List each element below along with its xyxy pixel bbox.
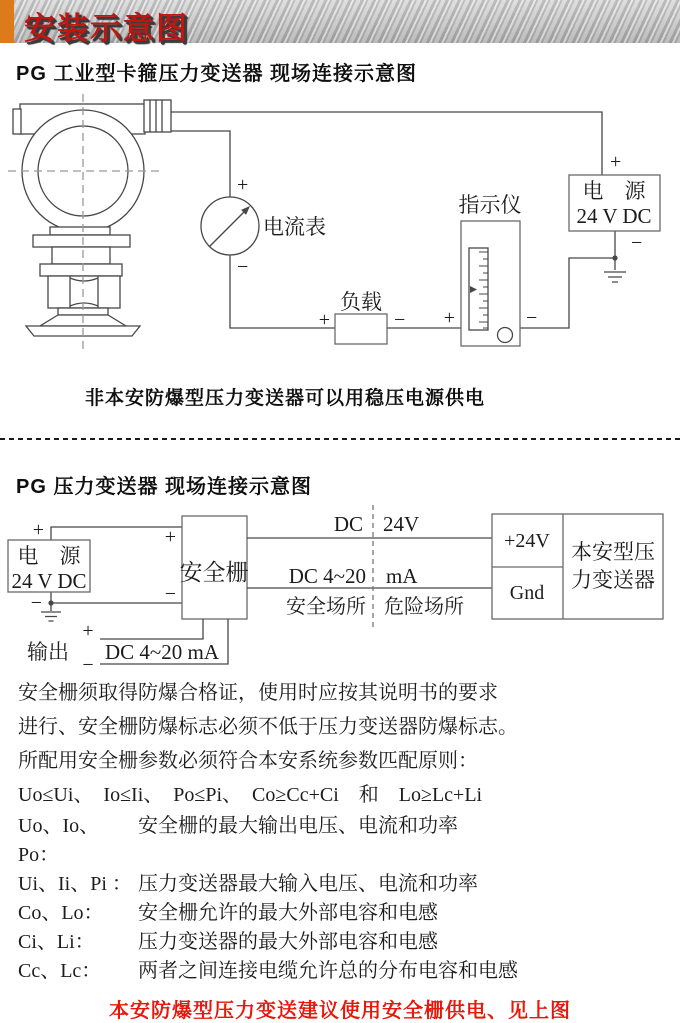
header-banner: [0, 0, 680, 46]
definition-desc: 压力变送器最大输入电压、电流和功率: [138, 873, 478, 895]
definition-row: [18, 957, 662, 986]
definition-desc: 安全栅允许的最大外部电容和电感: [138, 902, 438, 924]
power2-voltage-label: 24 V DC: [11, 569, 87, 593]
dashed-divider: [0, 438, 680, 440]
dc-label-right: 24V: [383, 512, 420, 536]
junction-dot-2: [48, 600, 53, 605]
barrier-minus-sign: −: [164, 583, 176, 605]
indicator-symbol: [461, 221, 520, 346]
load-plus-sign: +: [318, 309, 330, 331]
ma-label-left: DC 4~20: [288, 564, 366, 588]
notes-block: [18, 676, 662, 986]
section2-title: PG 压力变送器 现场连接示意图: [16, 476, 313, 498]
transmitter-endcap: [13, 109, 21, 134]
ammeter-plus-sign: +: [237, 174, 249, 196]
indicator-label: 指示仪: [458, 193, 522, 217]
page-title: 安装示意图: [24, 11, 189, 46]
definition-term: Ui、Ii、Pi ：: [18, 873, 132, 895]
definition-term: Cc、Lc：: [18, 960, 102, 982]
definition-term: Uo、Io、Po：: [18, 815, 100, 866]
ammeter-minus-sign: −: [237, 256, 249, 278]
output-plus-sign: +: [82, 620, 94, 642]
ground-icon-2: [41, 612, 61, 621]
safe-area-label: 安全场所: [286, 596, 366, 618]
pressure-transmitter-drawing: [8, 94, 171, 354]
power-plus-sign: +: [610, 151, 622, 173]
dc-label-left: DC: [333, 512, 363, 536]
transmitter-body-lower: [52, 247, 110, 264]
output-range-label: DC 4~20 mA: [105, 640, 220, 664]
warning-note: 本安防爆型压力变送建议使用安全栅供电、见上图: [109, 1000, 571, 1022]
power2-minus-sign: −: [30, 592, 42, 614]
output-label: 输出: [27, 640, 69, 664]
is-transmitter-label-line1: 本安型压: [571, 540, 655, 564]
note-line: 安全栅须取得防爆合格证，使用时应按其说明书的要求: [18, 682, 498, 704]
section1-caption: 非本安防爆型压力变送器可以用稳压电源供电: [85, 388, 486, 409]
transmitter-collar: [40, 264, 122, 276]
output-minus-sign: −: [82, 654, 94, 674]
power2-plus-sign: +: [32, 519, 44, 541]
definition-row: [18, 899, 662, 928]
wire-power-minus-to-barrier: [51, 592, 182, 611]
ma-label-right: mA: [386, 564, 418, 588]
junction-dot: [612, 255, 617, 260]
diagram-safety-barrier-wiring: [0, 499, 680, 674]
safety-barrier-label: 安全栅: [179, 560, 249, 585]
transmitter-flange: [33, 235, 130, 247]
indicator-minus-sign: −: [526, 307, 538, 329]
definition-term: Ci、Li：: [18, 931, 95, 953]
is-transmitter-label-line2: 力变送器: [571, 568, 655, 592]
load-minus-sign: −: [394, 309, 406, 331]
diagram-clamp-transmitter-wiring: [0, 86, 680, 371]
definition-desc: 安全栅的最大输出电压、电流和功率: [138, 815, 458, 837]
power-label: 电 源: [582, 179, 646, 203]
ammeter-symbol: [201, 197, 259, 255]
load-box: [335, 314, 387, 344]
wire-power-plus-to-barrier: [51, 527, 182, 540]
note-line: 所配用安全栅参数必须符合本安系统参数匹配原则：: [18, 750, 478, 772]
power2-label: 电 源: [17, 544, 81, 568]
transmitter-neck: [50, 227, 110, 235]
indicator-plus-sign: +: [443, 307, 455, 329]
definition-desc: 压力变送器的最大外部电容和电感: [138, 931, 438, 953]
wire-output-plus: [100, 619, 203, 639]
terminal-gnd-label: Gnd: [509, 582, 545, 604]
definition-row: [18, 870, 662, 899]
definition-desc: 两者之间连接电缆允许总的分布电容和电感: [138, 960, 518, 982]
barrier-plus-sign: +: [164, 526, 176, 548]
ammeter-label: 电流表: [263, 215, 326, 239]
ground-icon: [604, 272, 626, 282]
matching-formula: Uo≤Ui、 Io≤Ii、 Po≤Pi、 Co≥Cc+Ci 和 Lo≥Lc+Li: [18, 784, 483, 806]
accent-orange-block: [0, 0, 14, 43]
wire-transmitter-to-ammeter: [171, 131, 230, 197]
power-minus-sign: −: [631, 232, 643, 254]
definition-row: [18, 928, 662, 957]
transmitter-connector: [144, 100, 171, 132]
load-label: 负载: [340, 290, 382, 314]
note-line: 进行、安全栅防爆标志必须不低于压力变送器防爆标志。: [18, 716, 518, 738]
hazard-area-label: 危险场所: [384, 596, 464, 618]
wire-transmitter-to-power: [171, 112, 602, 175]
section1-title: PG 工业型卡箍压力变送器 现场连接示意图: [16, 63, 418, 85]
definition-row: [18, 812, 662, 870]
power-voltage-label: 24 V DC: [576, 204, 652, 228]
terminal-24v-label: +24V: [504, 530, 550, 552]
definition-term: Co、Lo：: [18, 902, 104, 924]
